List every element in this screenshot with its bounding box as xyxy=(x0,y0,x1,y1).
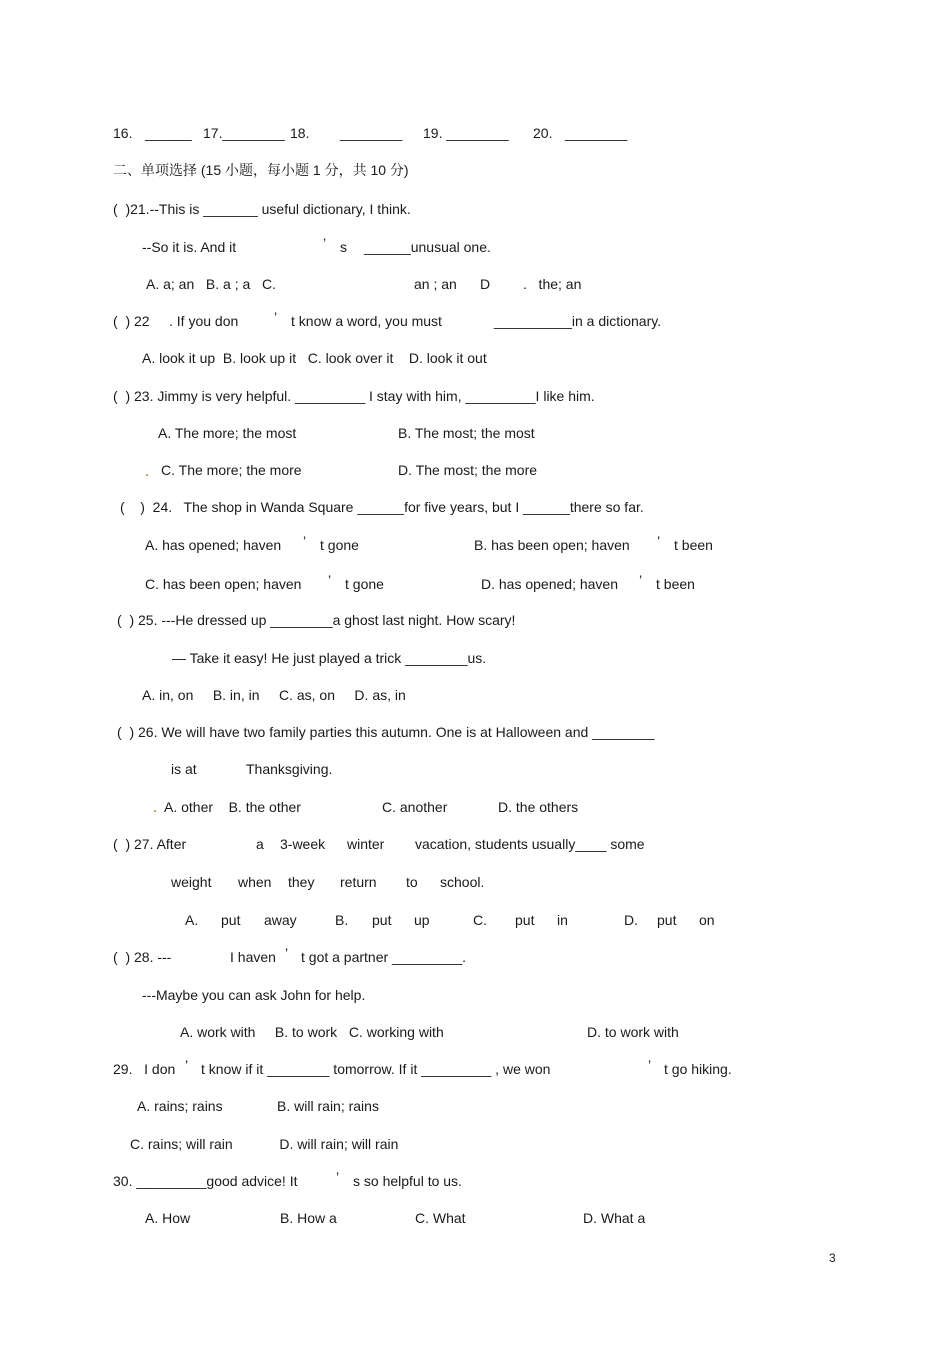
q25-reply: — Take it easy! He just played a trick ________us. xyxy=(172,650,487,666)
blank-16-label: 16. xyxy=(113,125,133,141)
q26-option-d: D. the others xyxy=(498,799,579,815)
q21-stem: ( )21.--This is _______ useful dictionary, I think. xyxy=(113,201,411,217)
q24-option-b1: B. has been open; haven xyxy=(474,537,630,553)
q27-stem-b: a xyxy=(256,836,264,852)
q27-stem-c: 3-week xyxy=(280,836,326,852)
q27-stem-d: winter xyxy=(347,836,385,852)
q28-stem-a: ( ) 28. --- xyxy=(113,949,172,965)
q21-option-d2: . the; an xyxy=(523,276,582,292)
q30-apostrophe: ’ xyxy=(336,1169,340,1185)
q27-option-word: on xyxy=(699,912,715,928)
q24-option-a1: A. has opened; haven xyxy=(145,537,282,553)
q26-option-c: C. another xyxy=(382,799,448,815)
q24-option-c2: t gone xyxy=(345,576,384,592)
stray-mark xyxy=(154,810,156,812)
q27-cont-word: return xyxy=(340,874,377,890)
q21-reply-a: --So it is. And it xyxy=(142,239,237,255)
q27-option-word: put xyxy=(515,912,535,928)
q27-option-word: put xyxy=(221,912,241,928)
blank-16-line: ______ xyxy=(145,125,192,141)
q27-cont-word: school. xyxy=(440,874,485,890)
q22-apostrophe: ’ xyxy=(274,309,278,325)
q26-cont-a: is at xyxy=(171,761,197,777)
q30-option-d: D. What a xyxy=(583,1210,646,1226)
q27-option-word: away xyxy=(264,912,297,928)
stray-mark xyxy=(146,474,148,476)
q21-option-d1: D xyxy=(480,276,491,292)
blank-19: 19. ________ xyxy=(423,125,509,141)
q23-stem: ( ) 23. Jimmy is very helpful. _________ I stay with him, _________I like him. xyxy=(113,388,595,404)
q27-option-word: put xyxy=(657,912,677,928)
q27-cont-word: they xyxy=(288,874,315,890)
q29-apostrophe-2: ’ xyxy=(648,1057,652,1073)
q22-stem-c: __________in a dictionary. xyxy=(494,313,662,329)
q29-options-ab: A. rains; rains B. will rain; rains xyxy=(137,1098,379,1114)
q28-stem-c: t got a partner _________. xyxy=(301,949,467,965)
q25-stem: ( ) 25. ---He dressed up ________a ghost last night. How scary! xyxy=(117,612,516,628)
q28-option-d: D. to work with xyxy=(587,1024,679,1040)
q26-stem: ( ) 26. We will have two family parties this autumn. One is at Halloween and ________ xyxy=(117,724,655,740)
q27-option-word: C. xyxy=(473,912,487,928)
q23-option-d: D. The most; the more xyxy=(398,462,538,478)
blank-17: 17.________ xyxy=(203,125,285,141)
q28-apostrophe: ’ xyxy=(285,945,289,961)
q27-option-word: D. xyxy=(624,912,638,928)
q24-option-b2: t been xyxy=(674,537,713,553)
q22-stem-a: ( ) 22 . If you don xyxy=(113,313,239,329)
q24-option-c-apostrophe: ’ xyxy=(328,572,332,588)
q24-option-a2: t gone xyxy=(320,537,359,553)
q27-option-word: up xyxy=(414,912,430,928)
q27-stem-e: vacation, students usually____ some xyxy=(415,836,645,852)
q29-apostrophe: ’ xyxy=(185,1057,189,1073)
q23-option-a: A. The more; the most xyxy=(158,425,297,441)
q24-option-d-apostrophe: ’ xyxy=(639,572,643,588)
q25-options: A. in, on B. in, in C. as, on D. as, in xyxy=(142,687,406,703)
q22-options: A. look it up B. look up it C. look over it D. look it out xyxy=(142,350,487,366)
q30-option-c: C. What xyxy=(415,1210,466,1226)
q30-option-b: B. How a xyxy=(280,1210,337,1226)
q27-option-word: B. xyxy=(335,912,349,928)
q29-stem-b: t know if it ________ tomorrow. If it _________ , we won xyxy=(201,1061,551,1077)
q23-option-c: C. The more; the more xyxy=(161,462,302,478)
q21-options-ab: A. a; an B. a ; a C. xyxy=(146,276,276,292)
q24-option-d2: t been xyxy=(656,576,695,592)
q23-option-b: B. The most; the most xyxy=(398,425,535,441)
q27-cont-word: when xyxy=(238,874,272,890)
q24-option-a-apostrophe: ’ xyxy=(303,533,307,549)
q21-reply-b: s xyxy=(340,239,347,255)
q30-stem-b: s so helpful to us. xyxy=(353,1173,462,1189)
q22-stem-b: t know a word, you must xyxy=(291,313,442,329)
q21-reply-c: ______unusual one. xyxy=(364,239,491,255)
blank-20-line: ________ xyxy=(565,125,628,141)
q27-option-word: A. xyxy=(185,912,199,928)
blank-18-line: ________ xyxy=(340,125,403,141)
blank-18-label: 18. xyxy=(290,125,310,141)
q29-stem-c: t go hiking. xyxy=(664,1061,732,1077)
q30-option-a: A. How xyxy=(145,1210,191,1226)
q24-stem: ( ) 24. The shop in Wanda Square ______for five years, but I ______there so far. xyxy=(120,499,644,515)
q26-options-ab: A. other B. the other xyxy=(164,799,301,815)
q21-apostrophe: ’ xyxy=(323,235,327,251)
q24-option-b-apostrophe: ’ xyxy=(657,533,661,549)
q29-stem-a: 29. I don xyxy=(113,1061,176,1077)
q27-cont-word: to xyxy=(406,874,418,890)
page-number: 3 xyxy=(829,1251,836,1265)
q21-option-c2: an ; an xyxy=(414,276,457,292)
q28-stem-b: I haven xyxy=(230,949,276,965)
q24-option-c1: C. has been open; haven xyxy=(145,576,302,592)
q29-options-cd: C. rains; will rain D. will rain; will rain xyxy=(130,1136,399,1152)
q24-option-d1: D. has opened; haven xyxy=(481,576,618,592)
q27-stem-a: ( ) 27. After xyxy=(113,836,187,852)
q26-cont-b: Thanksgiving. xyxy=(246,761,333,777)
q27-option-word: put xyxy=(372,912,392,928)
q27-cont-word: weight xyxy=(171,874,212,890)
section-heading: 二、单项选择 (15 小题，每小题 1 分，共 10 分) xyxy=(113,162,409,178)
q28-options-abc: A. work with B. to work C. working with xyxy=(180,1024,444,1040)
q27-option-word: in xyxy=(557,912,568,928)
blank-20-label: 20. xyxy=(533,125,553,141)
q28-reply: ---Maybe you can ask John for help. xyxy=(142,987,366,1003)
q30-stem-a: 30. _________good advice! It xyxy=(113,1173,298,1189)
